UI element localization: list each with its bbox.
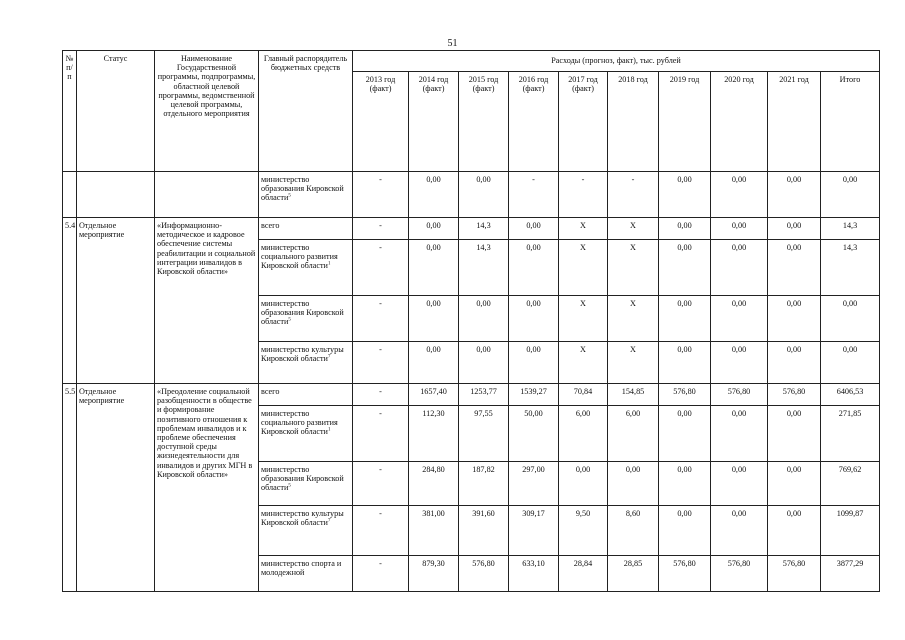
value-cell: 0,00 [821,172,880,218]
value-cell: 0,00 [768,218,821,240]
value-cell: - [608,172,659,218]
value-cell: 0,00 [768,240,821,296]
table-row [63,218,880,240]
value-cell: 0,00 [768,462,821,506]
value-cell: 28,85 [608,556,659,592]
value-cell: 0,00 [608,462,659,506]
row-number: 5.4 [63,218,77,384]
value-cell: 0,00 [409,218,459,240]
value-cell: 187,82 [459,462,509,506]
value-cell: - [559,172,608,218]
value-cell: 0,00 [768,506,821,556]
value-cell: 576,80 [659,556,711,592]
value-cell: - [353,506,409,556]
value-cell: 297,00 [509,462,559,506]
value-cell: 1657,40 [409,384,459,406]
admin-cell: всего [259,384,353,406]
value-cell: 0,00 [821,342,880,384]
table-row [63,172,880,218]
admin-cell: министерство образования Кировской области$^5$ [259,172,353,218]
value-cell: 391,60 [459,506,509,556]
value-cell: 1253,77 [459,384,509,406]
value-cell: 0,00 [711,342,768,384]
value-cell: Х [559,240,608,296]
value-cell: Х [559,296,608,342]
value-cell: 14,3 [459,218,509,240]
value-cell: Х [559,342,608,384]
value-cell: 0,00 [659,506,711,556]
value-cell: 97,55 [459,406,509,462]
status-cell: Отдельное мероприятие [77,218,155,384]
admin-cell: министерство образования Кировской области$^5$ [259,296,353,342]
value-cell: 0,00 [509,218,559,240]
header-year: 2020 год [711,72,768,172]
value-cell: 0,00 [768,172,821,218]
value-cell: 50,00 [509,406,559,462]
value-cell: Х [608,218,659,240]
header-year: 2018 год [608,72,659,172]
header-status: Статус [77,51,155,172]
value-cell: 0,00 [509,240,559,296]
value-cell: 0,00 [711,218,768,240]
activity-name: «Преодоление социальной разобщенности в обществе и формирование позитивного отношения к проблемам инвалидов и к проблеме обеспечения доступной среды жизнедеятельности для инвалидов и других МГН в Кировской области» [155,384,259,592]
value-cell: 0,00 [711,462,768,506]
value-cell: 6406,53 [821,384,880,406]
value-cell: 381,00 [409,506,459,556]
value-cell: 576,80 [768,556,821,592]
value-cell: - [353,218,409,240]
value-cell: 0,00 [459,296,509,342]
value-cell: 0,00 [659,462,711,506]
admin-cell: министерство социального развития Кировской области$^1$ [259,240,353,296]
value-cell: 0,00 [711,406,768,462]
value-cell: 0,00 [768,406,821,462]
value-cell: Х [608,296,659,342]
value-cell: 576,80 [459,556,509,592]
value-cell: - [353,384,409,406]
value-cell: 9,50 [559,506,608,556]
value-cell: 309,17 [509,506,559,556]
value-cell: 879,30 [409,556,459,592]
header-year: 2019 год [659,72,711,172]
value-cell: 8,60 [608,506,659,556]
value-cell: - [509,172,559,218]
value-cell: 576,80 [711,556,768,592]
header-total: Итого [821,72,880,172]
header-year: 2016 год (факт) [509,72,559,172]
header-year: 2013 год (факт) [353,72,409,172]
value-cell: Х [608,342,659,384]
value-cell: 0,00 [659,218,711,240]
value-cell: 0,00 [409,240,459,296]
value-cell: 1099,87 [821,506,880,556]
value-cell: - [353,172,409,218]
header-expenses: Расходы (прогноз, факт), тыс. рублей [353,51,880,72]
value-cell: 0,00 [409,342,459,384]
value-cell: 0,00 [459,172,509,218]
value-cell: 0,00 [409,296,459,342]
value-cell: - [353,296,409,342]
value-cell: 576,80 [711,384,768,406]
header-admin: Главный распорядитель бюджетных средств [259,51,353,172]
value-cell: - [353,342,409,384]
value-cell: 576,80 [768,384,821,406]
value-cell: 0,00 [711,506,768,556]
value-cell: Х [559,218,608,240]
value-cell: 0,00 [659,342,711,384]
value-cell: 0,00 [659,172,711,218]
value-cell: - [353,240,409,296]
admin-cell: министерство культуры Кировской области$^7$ [259,506,353,556]
value-cell: 6,00 [559,406,608,462]
admin-cell: министерство образования Кировской области$^5$ [259,462,353,506]
value-cell: 0,00 [509,296,559,342]
value-cell: 14,3 [821,240,880,296]
value-cell: 0,00 [659,240,711,296]
admin-cell: министерство спорта и молодежной [259,556,353,592]
header-number: № п/п [63,51,77,172]
value-cell: - [353,462,409,506]
value-cell: 0,00 [768,342,821,384]
header-year: 2014 год (факт) [409,72,459,172]
value-cell: 6,00 [608,406,659,462]
value-cell: 0,00 [711,172,768,218]
value-cell: 0,00 [409,172,459,218]
status-cell: Отдельное мероприятие [77,384,155,592]
value-cell: 0,00 [559,462,608,506]
value-cell: 154,85 [608,384,659,406]
header-year: 2015 год (факт) [459,72,509,172]
value-cell: 576,80 [659,384,711,406]
page-number: 51 [447,38,458,49]
table-row [63,384,880,406]
activity-name: «Информационно-методическое и кадровое обеспечение системы реабилитации и социальной интеграции инвалидов в Кировской области» [155,218,259,384]
value-cell: Х [608,240,659,296]
row-number: 5.5 [63,384,77,592]
header-year: 2021 год [768,72,821,172]
value-cell: 0,00 [711,296,768,342]
expenses-table [62,50,880,592]
value-cell: 70,84 [559,384,608,406]
value-cell: 0,00 [459,342,509,384]
admin-cell: всего [259,218,353,240]
value-cell: 0,00 [821,296,880,342]
value-cell: 271,85 [821,406,880,462]
value-cell: 633,10 [509,556,559,592]
value-cell: 14,3 [459,240,509,296]
value-cell: 769,62 [821,462,880,506]
value-cell: 0,00 [711,240,768,296]
header-name: Наименование Государственной программы, подпрограммы, областной целевой программы, ведомственной целевой программы, отдельного мероприятия [155,51,259,172]
value-cell: 0,00 [659,296,711,342]
value-cell: 0,00 [768,296,821,342]
value-cell: 0,00 [659,406,711,462]
value-cell: - [353,556,409,592]
value-cell: 112,30 [409,406,459,462]
admin-cell: министерство социального развития Кировской области$^1$ [259,406,353,462]
value-cell: 0,00 [509,342,559,384]
value-cell: 14,3 [821,218,880,240]
header-year: 2017 год (факт) [559,72,608,172]
value-cell: 284,80 [409,462,459,506]
admin-cell: министерство культуры Кировской области$^7$ [259,342,353,384]
value-cell: - [353,406,409,462]
value-cell: 1539,27 [509,384,559,406]
value-cell: 28,84 [559,556,608,592]
value-cell: 3877,29 [821,556,880,592]
